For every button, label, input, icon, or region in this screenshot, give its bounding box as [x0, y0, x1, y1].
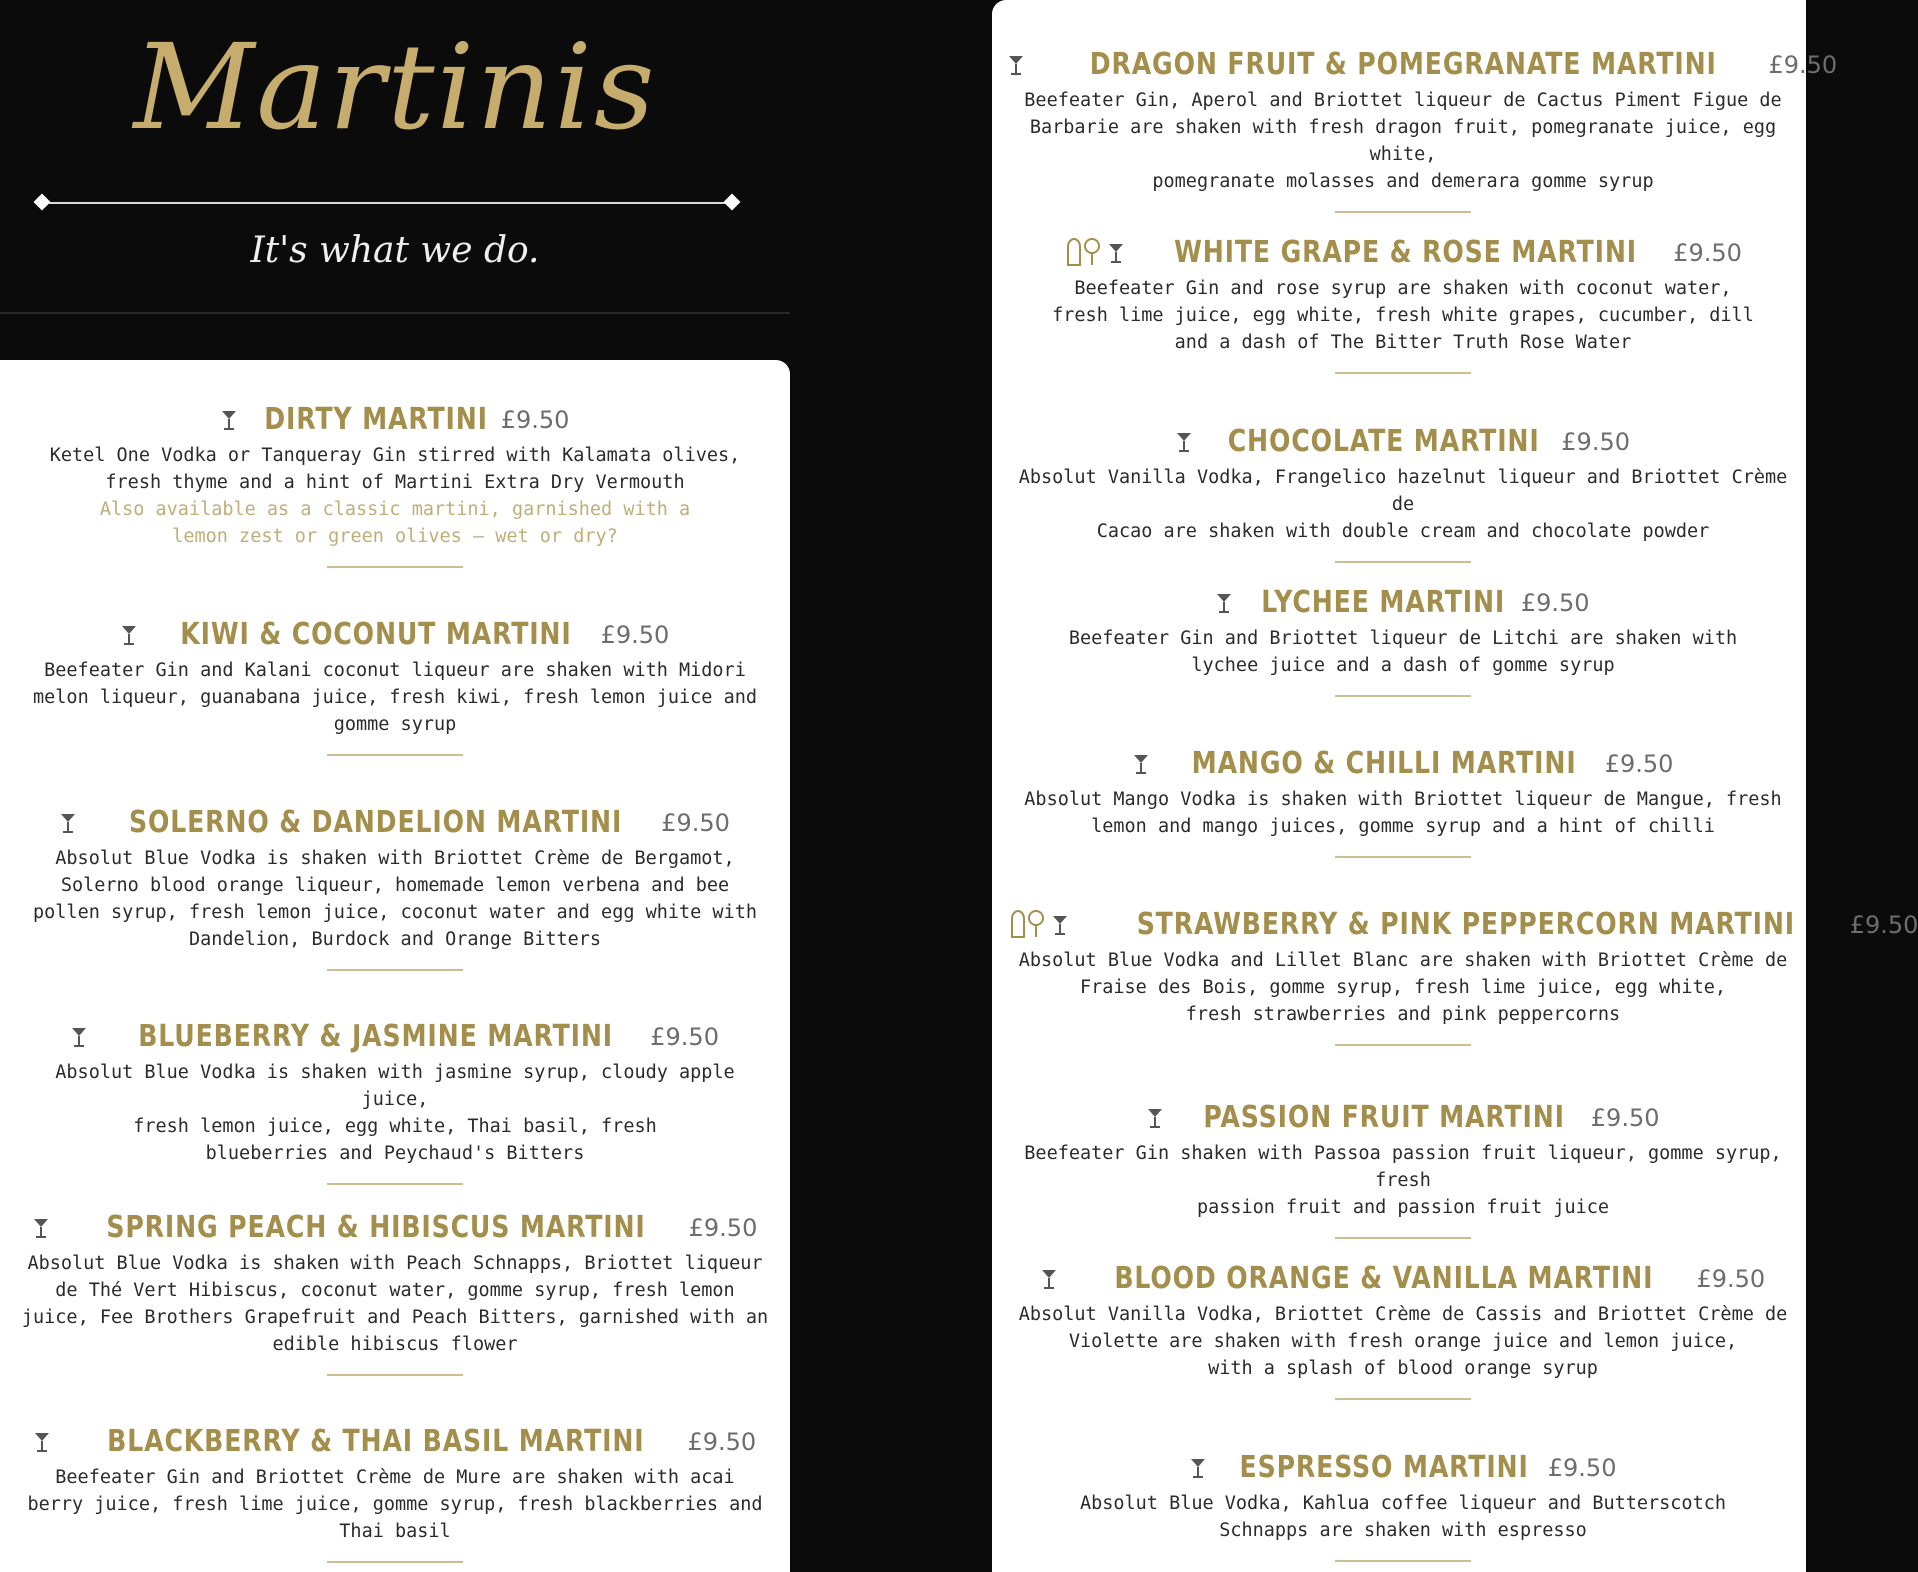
divider-diamond-right-icon	[724, 194, 741, 211]
menu-item-price: £9.50	[600, 621, 670, 649]
item-separator	[327, 1183, 463, 1185]
note-line: Also available as a classic martini, garnished with a	[99, 499, 691, 520]
menu-item	[20, 400, 770, 568]
description-line: gomme syrup	[333, 714, 457, 735]
item-separator	[1335, 695, 1471, 697]
menu-item-name: SPRING PEACH & HIBISCUS MARTINI	[106, 1210, 646, 1245]
menu-title: Martinis	[133, 18, 657, 156]
menu-item-description	[20, 440, 770, 496]
description-line: melon liqueur, guanabana juice, fresh kiwi, fresh lemon juice and	[33, 687, 757, 708]
menu-item-description	[20, 1057, 770, 1167]
menu-item-description	[20, 843, 770, 953]
menu-item-name: LYCHEE MARTINI	[1261, 585, 1506, 620]
menu-item	[20, 615, 770, 756]
menu-item-name: KIWI & COCONUT MARTINI	[179, 617, 572, 652]
menu-item-name: BLOOD ORANGE & VANILLA MARTINI	[1114, 1261, 1654, 1296]
menu-item-price: £9.50	[1547, 1454, 1617, 1482]
description-line: lemon and mango juices, gomme syrup and a hint of chilli	[1091, 816, 1715, 837]
description-line: berry juice, fresh lime juice, gomme syrup, fresh blackberries and	[27, 1494, 763, 1515]
header-bottom-rule	[0, 312, 790, 314]
menu-item-heading	[20, 1208, 770, 1248]
description-line: Beefeater Gin shaken with Passoa passion fruit liqueur, gomme syrup, fresh	[1024, 1143, 1782, 1191]
menu-item-description	[1008, 273, 1798, 356]
menu-item-heading	[20, 400, 770, 440]
menu-item-price: £9.50	[650, 1023, 719, 1051]
menu-item-price: £9.50	[1604, 750, 1674, 778]
item-separator	[327, 754, 463, 756]
martini-glass-icon	[1176, 431, 1192, 453]
menu-item-name: STRAWBERRY & PINK PEPPERCORN MARTINI	[1136, 907, 1796, 942]
martini-glass-icon	[60, 812, 76, 834]
menu-item-description	[1008, 1299, 1798, 1382]
menu-item-heading	[1008, 1448, 1798, 1488]
menu-item-price: £9.50	[1673, 239, 1742, 267]
right-menu-panel	[992, 0, 1918, 1572]
menu-item-heading	[20, 1422, 770, 1462]
menu-item	[1008, 744, 1798, 858]
martini-glass-icon	[1041, 1268, 1057, 1290]
menu-item-description	[20, 1248, 770, 1358]
description-line: Absolut Vanilla Vodka, Briottet Crème de Cassis and Briottet Crème de	[1018, 1304, 1788, 1325]
menu-item	[1008, 233, 1798, 374]
dietary-leaf-icon	[1064, 237, 1106, 269]
menu-item-price: £9.50	[1849, 911, 1918, 939]
description-line: pomegranate molasses and demerara gomme syrup	[1152, 171, 1654, 192]
menu-item-name: WHITE GRAPE & ROSE MARTINI	[1174, 235, 1638, 270]
menu-item-name: DRAGON FRUIT & POMEGRANATE MARTINI	[1089, 47, 1717, 82]
martini-glass-icon	[1108, 242, 1124, 264]
menu-item-price: £9.50	[661, 809, 730, 837]
martini-glass-icon	[221, 409, 237, 431]
description-line: passion fruit and passion fruit juice	[1196, 1197, 1610, 1218]
description-line: Beefeater Gin and Briottet liqueur de Litchi are shaken with	[1068, 628, 1738, 649]
menu-item-description	[1008, 945, 1798, 1028]
description-line: fresh thyme and a hint of Martini Extra Dry Vermouth	[105, 472, 685, 493]
menu-item-price: £9.50	[1696, 1265, 1766, 1293]
menu-item	[20, 803, 770, 971]
menu-item-heading	[1008, 233, 1798, 273]
menu-item	[1008, 905, 1918, 1046]
description-line: Absolut Blue Vodka is shaken with jasmine syrup, cloudy apple juice,	[55, 1062, 735, 1110]
description-line: Barbarie are shaken with fresh dragon fruit, pomegranate juice, egg white,	[1029, 117, 1777, 165]
menu-item-price: £9.50	[688, 1214, 758, 1242]
menu-header	[0, 0, 790, 314]
description-line: lychee juice and a dash of gomme syrup	[1191, 655, 1615, 676]
martini-glass-icon	[1147, 1107, 1163, 1129]
description-line: Beefeater Gin, Aperol and Briottet liqueur de Cactus Piment Figue de	[1024, 90, 1782, 111]
menu-item-name: DIRTY MARTINI	[263, 402, 488, 437]
martini-glass-icon	[1190, 1457, 1206, 1479]
martini-glass-icon	[1008, 54, 1024, 76]
item-separator	[1335, 1044, 1471, 1046]
description-line: edible hibiscus flower	[272, 1334, 518, 1355]
menu-item-name: ESPRESSO MARTINI	[1239, 1450, 1529, 1485]
menu-item-heading	[1008, 422, 1798, 462]
item-separator	[327, 1374, 463, 1376]
menu-tagline: It's what we do.	[250, 230, 540, 271]
menu-item-price: £9.50	[1520, 589, 1590, 617]
menu-item	[1008, 1098, 1798, 1239]
menu-item-heading	[1008, 583, 1798, 623]
menu-item	[1008, 45, 1838, 213]
menu-item-name: PASSION FRUIT MARTINI	[1202, 1100, 1565, 1135]
description-line: Absolut Blue Vodka is shaken with Peach Schnapps, Briottet liqueur	[27, 1253, 763, 1274]
description-line: Solerno blood orange liqueur, homemade lemon verbena and bee	[60, 875, 730, 896]
menu-item-note	[20, 496, 770, 550]
description-line: de Thé Vert Hibiscus, coconut water, gomme syrup, fresh lemon	[55, 1280, 735, 1301]
description-line: blueberries and Peychaud's Bitters	[205, 1143, 585, 1164]
menu-item	[1008, 422, 1798, 563]
description-line: Absolut Blue Vodka and Lillet Blanc are shaken with Briottet Crème de	[1018, 950, 1788, 971]
title-divider	[44, 202, 734, 204]
item-separator	[1335, 856, 1471, 858]
dietary-leaf-icon	[1008, 909, 1050, 941]
menu-item-heading	[1008, 1098, 1798, 1138]
menu-item-description	[1008, 1488, 1798, 1544]
menu-item-description	[1008, 623, 1798, 679]
item-separator	[1335, 1398, 1471, 1400]
menu-item-heading	[1008, 744, 1798, 784]
description-line: fresh strawberries and pink peppercorns	[1185, 1004, 1621, 1025]
description-line: Schnapps are shaken with espresso	[1219, 1520, 1587, 1541]
item-separator	[1335, 561, 1471, 563]
menu-item-heading	[20, 803, 770, 843]
description-line: juice, Fee Brothers Grapefruit and Peach Bitters, garnished with an	[21, 1307, 769, 1328]
menu-item	[20, 1422, 770, 1563]
menu-item-name: BLACKBERRY & THAI BASIL MARTINI	[106, 1424, 645, 1459]
divider-diamond-left-icon	[34, 194, 51, 211]
item-separator	[1335, 1237, 1471, 1239]
martini-glass-icon	[1133, 753, 1149, 775]
menu-item-description	[20, 655, 770, 738]
menu-item-price: £9.50	[1590, 1104, 1660, 1132]
menu-item-description	[1008, 784, 1798, 840]
martini-glass-icon	[121, 624, 137, 646]
menu-item-name: SOLERNO & DANDELION MARTINI	[129, 805, 623, 840]
note-line: lemon zest or green olives – wet or dry?	[172, 526, 618, 547]
menu-item	[20, 1017, 770, 1185]
description-line: fresh lime juice, egg white, fresh white grapes, cucumber, dill	[1052, 305, 1754, 326]
menu-item-heading	[1008, 905, 1918, 945]
description-line: Ketel One Vodka or Tanqueray Gin stirred with Kalamata olives,	[49, 445, 741, 466]
menu-item-description	[1008, 85, 1798, 195]
menu-item-heading	[20, 615, 770, 655]
menu-item-heading	[1008, 1259, 1798, 1299]
martini-glass-icon	[1216, 592, 1232, 614]
description-line: Fraise des Bois, gomme syrup, fresh lime juice, egg white,	[1079, 977, 1726, 998]
item-separator	[1335, 1560, 1471, 1562]
menu-item	[1008, 1448, 1798, 1562]
description-line: and a dash of The Bitter Truth Rose Water	[1174, 332, 1632, 353]
item-separator	[1335, 372, 1471, 374]
description-line: Beefeater Gin and rose syrup are shaken with coconut water,	[1074, 278, 1732, 299]
description-line: Absolut Mango Vodka is shaken with Briottet liqueur de Mangue, fresh	[1024, 789, 1782, 810]
item-separator	[327, 566, 463, 568]
menu-item-description	[1008, 1138, 1798, 1221]
menu-item-name: CHOCOLATE MARTINI	[1227, 424, 1540, 459]
menu-item	[20, 1208, 770, 1376]
item-separator	[1335, 211, 1471, 213]
menu-item-heading	[1008, 45, 1838, 85]
item-separator	[327, 969, 463, 971]
menu-item-price: £9.50	[1561, 428, 1630, 456]
menu-item-heading	[20, 1017, 770, 1057]
description-line: Absolut Blue Vodka is shaken with Briottet Crème de Bergamot,	[55, 848, 735, 869]
menu-item-description	[1008, 462, 1798, 545]
description-line: pollen syrup, fresh lemon juice, coconut water and egg white with	[33, 902, 757, 923]
description-line: Violette are shaken with fresh orange juice and lemon juice,	[1068, 1331, 1738, 1352]
martini-glass-icon	[71, 1026, 87, 1048]
description-line: with a splash of blood orange syrup	[1208, 1358, 1598, 1379]
description-line: Absolut Blue Vodka, Kahlua coffee liqueur and Butterscotch	[1079, 1493, 1726, 1514]
description-line: Beefeater Gin and Briottet Crème de Mure are shaken with acai	[55, 1467, 735, 1488]
description-line: fresh lemon juice, egg white, Thai basil, fresh	[133, 1116, 657, 1137]
description-line: Beefeater Gin and Kalani coconut liqueur are shaken with Midori	[44, 660, 746, 681]
menu-item-price: £9.50	[687, 1428, 757, 1456]
left-menu-panel	[0, 360, 790, 1572]
menu-item-description	[20, 1462, 770, 1545]
menu-item-name: BLUEBERRY & JASMINE MARTINI	[138, 1019, 614, 1054]
martini-glass-icon	[34, 1431, 50, 1453]
menu-item-price: £9.50	[1768, 51, 1838, 79]
menu-item	[1008, 583, 1798, 697]
martini-glass-icon	[1052, 914, 1068, 936]
menu-item	[1008, 1259, 1798, 1400]
menu-item-price: £9.50	[500, 406, 570, 434]
item-separator	[327, 1561, 463, 1563]
description-line: Absolut Vanilla Vodka, Frangelico hazelnut liqueur and Briottet Crème de	[1018, 467, 1788, 515]
menu-item-name: MANGO & CHILLI MARTINI	[1191, 746, 1577, 781]
description-line: Cacao are shaken with double cream and chocolate powder	[1096, 521, 1710, 542]
martini-glass-icon	[33, 1217, 49, 1239]
description-line: Thai basil	[339, 1521, 451, 1542]
description-line: Dandelion, Burdock and Orange Bitters	[188, 929, 602, 950]
